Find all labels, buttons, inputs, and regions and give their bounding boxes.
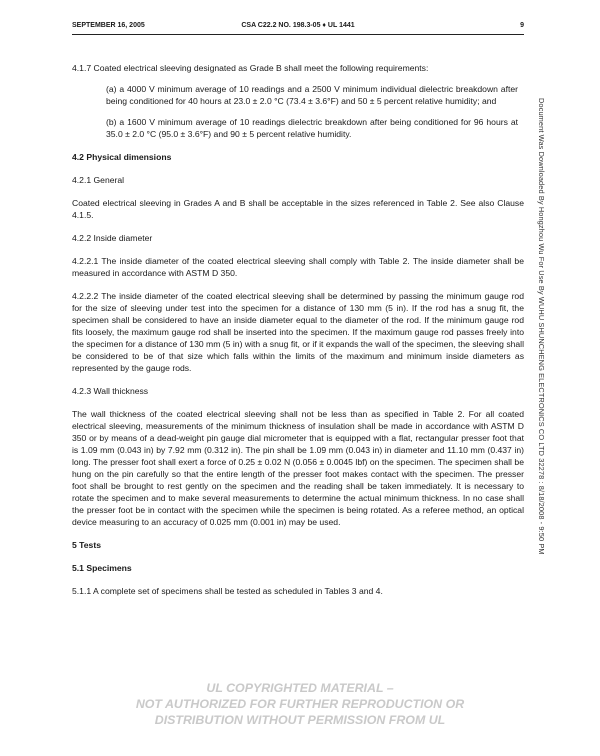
- heading-4-2: 4.2 Physical dimensions: [72, 152, 172, 162]
- clause-4-2-2-1: 4.2.2.1 The inside diameter of the coated electrical sleeving shall comply with Table 2. The inside diameter shall be measured in accordance with ASTM D 350.: [72, 256, 524, 278]
- header-date: SEPTEMBER 16, 2005: [72, 22, 145, 29]
- heading-4-2-2: 4.2.2 Inside diameter: [72, 233, 153, 243]
- download-notice: Document Was Downloaded By Hongzhou Wu For Use By WUHU SHUNCHENG ELECTRONICS CO LTD 32278 : 8/18/2008 - 9:50 PM: [537, 98, 546, 555]
- clause-4-2-2-2: 4.2.2.2 The inside diameter of the coated electrical sleeving shall be determined by passing the minimum gauge rod for the size of sleeving under test into the specimen for a distance of 130 mm (5 in). If the rod has a snug fit, the specimen shall be considered to have an inside diameter equal to the diameter of the rod. If the minimum gauge rod fits loosely, the maximum gauge rod shall be inserted into the specimen. If the maximum gauge rod passes freely into the specimen for a distance of 130 mm (5 in) with a snug fit, or if it expands the wall of the specimen, the sleeving shall be considered to be of that size which falls within the limits of the maximum and minimum inside diameters as represented by the gauge rods.: [72, 291, 524, 373]
- clause-4-1-7-a: (a) a 4000 V minimum average of 10 readings and a 2500 V minimum individual dielectric breakdown after being conditioned for 40 hours at 23.0 ± 2.0 °C (73.4 ± 3.6°F) and 50 ± 5 percent relative humidity; and: [106, 84, 518, 106]
- copyright-watermark: [0, 680, 600, 728]
- watermark-line-1: UL COPYRIGHTED MATERIAL –: [206, 681, 394, 695]
- page-header: [72, 20, 524, 35]
- heading-4-2-1: 4.2.1 General: [72, 175, 125, 185]
- header-standard: CSA C22.2 NO. 198.3-05 ♦ UL 1441: [241, 22, 355, 29]
- heading-5: 5 Tests: [72, 540, 101, 550]
- heading-5-1: 5.1 Specimens: [72, 563, 132, 573]
- clause-4-1-7-b: (b) a 1600 V minimum average of 10 readings dielectric breakdown after being conditioned for 96 hours at 35.0 ± 2.0 °C (95.0 ± 3.6°F) and 90 ± 5 percent relative humidity.: [106, 117, 518, 139]
- clause-4-2-3: The wall thickness of the coated electrical sleeving shall not be less than as specified in Table 2. For all coated electrical sleeving, measurements of the minimum thickness of insulation shall be made in accordance with ASTM D 350 or by means of a dead-weight pin gauge dial micrometer that is equipped with a flat, rectangular presser foot that is 1.09 mm (0.043 in) by 7.92 mm (0.312 in). The pin shall be 1.09 mm (0.043 in) in diameter and 11.10 mm (0.437 in) long. The presser foot shall exert a force of 0.25 ± 0.02 N (0.056 ± 0.0045 lbf) on the specimen. The specimen shall be hung on the pin carefully so that the entire length of the presser foot makes contact with the specimen. The presser foot shall be brought to rest gently on the specimen and the reading shall be taken immediately. It is necessary to rotate the specimen and to make several measurements to determine the actual minimum thickness. In no case shall the presser foot be in contact with the specimen while the specimen is being rotated. As a referee method, an optical device measuring to an accuracy of 0.025 mm (0.001 in) may be used.: [72, 409, 524, 527]
- clause-5-1-1: 5.1.1 A complete set of specimens shall be tested as scheduled in Tables 3 and 4.: [72, 586, 383, 596]
- clause-4-2-1: Coated electrical sleeving in Grades A and B shall be acceptable in the sizes referenced in Table 2. See also Clause 4.1.5.: [72, 198, 524, 220]
- page-number: 9: [520, 22, 524, 29]
- document-body: [72, 62, 524, 606]
- watermark-line-3: DISTRIBUTION WITHOUT PERMISSION FROM UL: [154, 713, 446, 727]
- heading-4-2-3: 4.2.3 Wall thickness: [72, 386, 149, 396]
- clause-4-1-7: 4.1.7 Coated electrical sleeving designated as Grade B shall meet the following requirements:: [72, 63, 429, 73]
- watermark-line-2: NOT AUTHORIZED FOR FURTHER REPRODUCTION OR: [135, 697, 465, 711]
